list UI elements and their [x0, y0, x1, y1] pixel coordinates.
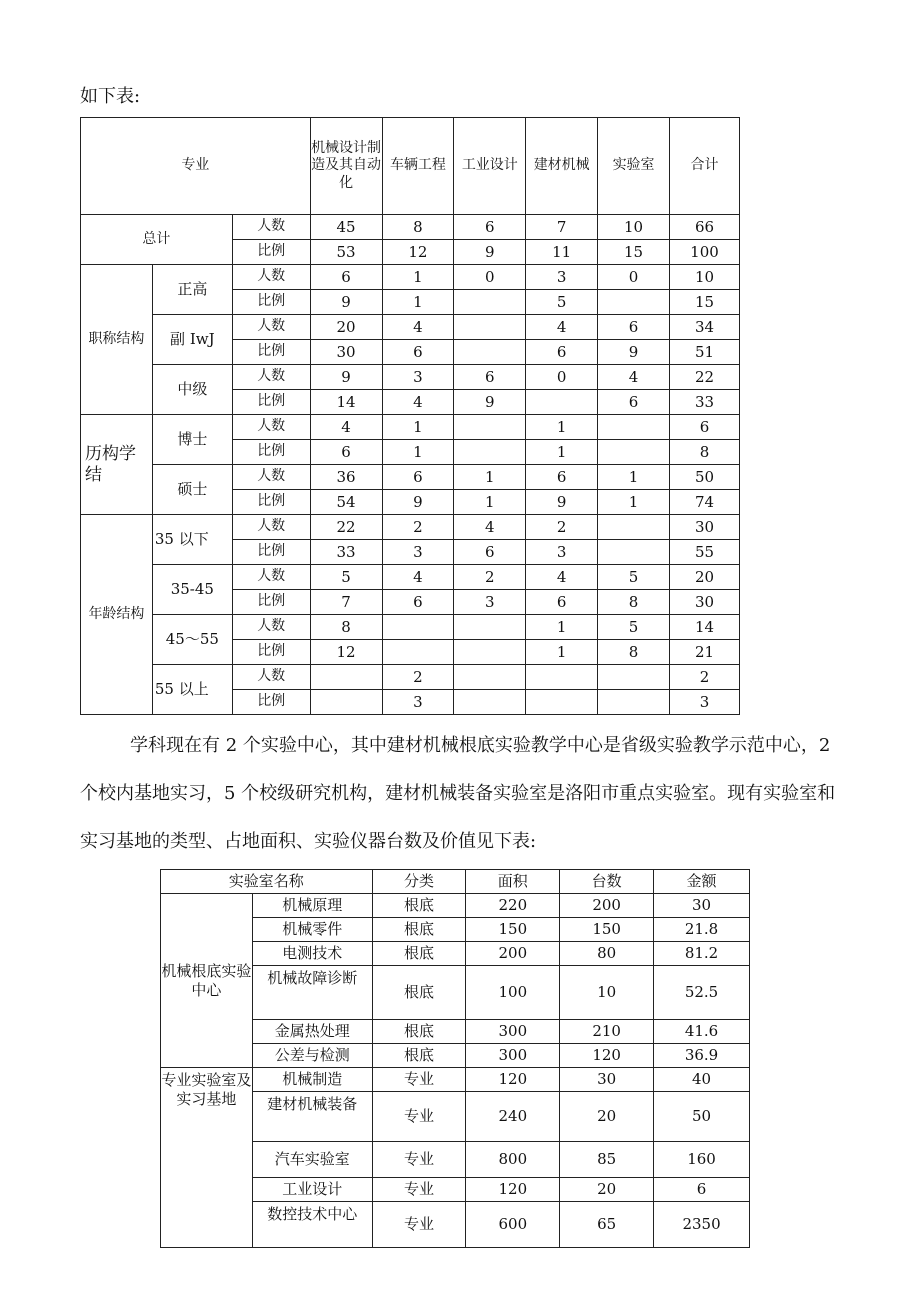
value-cell: 9: [526, 490, 598, 515]
cell-amount: 50: [654, 1092, 750, 1142]
faculty-structure-table: [80, 117, 740, 715]
value-cell: 6: [526, 590, 598, 615]
value-cell: [454, 615, 526, 640]
value-cell: 30: [310, 340, 382, 365]
value-cell: 9: [382, 490, 454, 515]
sub-label: 副 IwJ: [152, 315, 232, 365]
value-cell: 1: [382, 290, 454, 315]
value-cell: 4: [382, 315, 454, 340]
value-cell: 8: [598, 640, 670, 665]
cell-type: 根底: [372, 894, 466, 918]
cell-name: 工业设计: [252, 1178, 372, 1202]
cell-name: 公差与检测: [252, 1044, 372, 1068]
value-cell: 15: [670, 290, 740, 315]
cell-area: 220: [466, 894, 560, 918]
header-cell: 分类: [372, 870, 466, 894]
sub-label: 35-45: [152, 565, 232, 615]
cell-type: 根底: [372, 966, 466, 1020]
value-cell: 50: [670, 465, 740, 490]
value-cell: 22: [670, 365, 740, 390]
table-row: [81, 215, 740, 240]
cell-type: 根底: [372, 1044, 466, 1068]
value-cell: 9: [454, 240, 526, 265]
value-cell: 1: [598, 490, 670, 515]
value-cell: 33: [310, 540, 382, 565]
cell-area: 150: [466, 918, 560, 942]
cell-amount: 36.9: [654, 1044, 750, 1068]
value-cell: 22: [310, 515, 382, 540]
table-header-row: [81, 118, 740, 215]
cell-area: 300: [466, 1044, 560, 1068]
value-cell: 14: [670, 615, 740, 640]
value-cell: [598, 415, 670, 440]
sub-label: 硕士: [152, 465, 232, 515]
value-cell: 54: [310, 490, 382, 515]
value-cell: 1: [526, 640, 598, 665]
value-cell: 14: [310, 390, 382, 415]
value-cell: [454, 665, 526, 690]
sub-label: 55 以上: [152, 665, 232, 715]
header-col: 工业设计: [454, 118, 526, 215]
count-label: 人数: [232, 315, 310, 340]
value-cell: 3: [382, 365, 454, 390]
table-row: [81, 515, 740, 540]
value-cell: [310, 690, 382, 715]
count-label: 人数: [232, 515, 310, 540]
cell-count: 20: [560, 1178, 654, 1202]
count-label: 人数: [232, 615, 310, 640]
value-cell: 5: [526, 290, 598, 315]
lab-table: [160, 869, 750, 1248]
value-cell: 4: [382, 565, 454, 590]
table-row: [81, 315, 740, 340]
value-cell: 4: [310, 415, 382, 440]
cell-area: 300: [466, 1020, 560, 1044]
value-cell: 11: [526, 240, 598, 265]
cell-area: 120: [466, 1068, 560, 1092]
table-row: [81, 415, 740, 440]
count-label: 人数: [232, 265, 310, 290]
table-row: [161, 894, 750, 918]
cell-type: 专业: [372, 1068, 466, 1092]
cell-count: 85: [560, 1142, 654, 1178]
value-cell: [526, 390, 598, 415]
value-cell: 0: [526, 365, 598, 390]
value-cell: 1: [598, 465, 670, 490]
count-label: 人数: [232, 665, 310, 690]
value-cell: [454, 415, 526, 440]
value-cell: 30: [670, 515, 740, 540]
ratio-label: 比例: [232, 640, 310, 665]
value-cell: 33: [670, 390, 740, 415]
sub-label: 35 以下: [152, 515, 232, 565]
value-cell: 12: [382, 240, 454, 265]
cell-area: 240: [466, 1092, 560, 1142]
value-cell: [382, 640, 454, 665]
value-cell: 55: [670, 540, 740, 565]
cell-amount: 2350: [654, 1202, 750, 1248]
cell-count: 150: [560, 918, 654, 942]
header-cell: 台数: [560, 870, 654, 894]
table-row: [81, 565, 740, 590]
value-cell: 1: [526, 615, 598, 640]
cell-name: 建材机械装备: [252, 1092, 372, 1142]
header-col: 合计: [670, 118, 740, 215]
count-label: 人数: [232, 565, 310, 590]
cell-name: 机械原理: [252, 894, 372, 918]
value-cell: 66: [670, 215, 740, 240]
value-cell: [598, 540, 670, 565]
value-cell: [598, 290, 670, 315]
value-cell: 5: [598, 615, 670, 640]
cell-count: 120: [560, 1044, 654, 1068]
sub-label: 正高: [152, 265, 232, 315]
value-cell: 4: [382, 390, 454, 415]
value-cell: 4: [526, 565, 598, 590]
cell-amount: 81.2: [654, 942, 750, 966]
group-cell-empty: [161, 1142, 253, 1248]
value-cell: 74: [670, 490, 740, 515]
table-row: [81, 465, 740, 490]
cell-name: 数控技术中心: [252, 1202, 372, 1248]
value-cell: 21: [670, 640, 740, 665]
count-label: 人数: [232, 365, 310, 390]
value-cell: 7: [310, 590, 382, 615]
value-cell: 5: [598, 565, 670, 590]
group-label: 专业实验室及实习基地: [161, 1068, 253, 1142]
value-cell: 2: [382, 665, 454, 690]
value-cell: 15: [598, 240, 670, 265]
value-cell: 1: [454, 490, 526, 515]
value-cell: 2: [670, 665, 740, 690]
value-cell: 9: [310, 290, 382, 315]
cell-count: 210: [560, 1020, 654, 1044]
cell-count: 10: [560, 966, 654, 1020]
value-cell: 6: [526, 465, 598, 490]
value-cell: 6: [310, 265, 382, 290]
cell-amount: 6: [654, 1178, 750, 1202]
value-cell: 6: [310, 440, 382, 465]
cell-name: 电测技术: [252, 942, 372, 966]
value-cell: 6: [598, 315, 670, 340]
value-cell: 3: [526, 540, 598, 565]
value-cell: 5: [310, 565, 382, 590]
value-cell: [598, 515, 670, 540]
value-cell: 6: [454, 215, 526, 240]
cell-type: 根底: [372, 1020, 466, 1044]
value-cell: 6: [454, 540, 526, 565]
value-cell: 6: [526, 340, 598, 365]
value-cell: 4: [454, 515, 526, 540]
value-cell: 20: [310, 315, 382, 340]
value-cell: 53: [310, 240, 382, 265]
value-cell: [454, 315, 526, 340]
cell-type: 专业: [372, 1142, 466, 1178]
value-cell: [454, 640, 526, 665]
cell-count: 200: [560, 894, 654, 918]
value-cell: 45: [310, 215, 382, 240]
value-cell: [382, 615, 454, 640]
value-cell: 8: [670, 440, 740, 465]
group-age: 年龄结构: [81, 515, 153, 715]
count-label: 人数: [232, 415, 310, 440]
cell-amount: 52.5: [654, 966, 750, 1020]
value-cell: 0: [598, 265, 670, 290]
value-cell: 34: [670, 315, 740, 340]
value-cell: [526, 665, 598, 690]
value-cell: 51: [670, 340, 740, 365]
value-cell: 1: [382, 265, 454, 290]
value-cell: 7: [526, 215, 598, 240]
header-col: 车辆工程: [382, 118, 454, 215]
value-cell: 9: [310, 365, 382, 390]
cell-area: 600: [466, 1202, 560, 1248]
cell-count: 20: [560, 1092, 654, 1142]
lab-paragraph: 学科现在有 2 个实验中心，其中建材机械根底实验教学中心是省级实验教学示范中心，2 个校内基地实习，5 个校级研究机构，建材机械装备实验室是洛阳市重点实验室。现有实验室和实习基地的类型、占地面积、实验仪器台数及价值见下表:: [80, 735, 836, 852]
value-cell: [454, 440, 526, 465]
value-cell: 8: [382, 215, 454, 240]
cell-type: 专业: [372, 1092, 466, 1142]
cell-type: 专业: [372, 1178, 466, 1202]
header-cell: 面积: [466, 870, 560, 894]
value-cell: 6: [382, 465, 454, 490]
value-cell: 10: [670, 265, 740, 290]
value-cell: 1: [454, 465, 526, 490]
cell-count: 30: [560, 1068, 654, 1092]
cell-area: 100: [466, 966, 560, 1020]
table-header-row: [161, 870, 750, 894]
value-cell: 4: [598, 365, 670, 390]
table-row: [81, 265, 740, 290]
ratio-label: 比例: [232, 290, 310, 315]
cell-count: 80: [560, 942, 654, 966]
value-cell: [454, 690, 526, 715]
value-cell: 1: [382, 440, 454, 465]
cell-type: 根底: [372, 918, 466, 942]
value-cell: 8: [598, 590, 670, 615]
value-cell: 3: [382, 540, 454, 565]
value-cell: 6: [670, 415, 740, 440]
header-cell: 实验室名称: [161, 870, 373, 894]
count-label: 人数: [232, 465, 310, 490]
header-col: 建材机械: [526, 118, 598, 215]
ratio-label: 比例: [232, 490, 310, 515]
cell-area: 800: [466, 1142, 560, 1178]
cell-amount: 40: [654, 1068, 750, 1092]
cell-name: 机械零件: [252, 918, 372, 942]
cell-amount: 160: [654, 1142, 750, 1178]
value-cell: 6: [382, 340, 454, 365]
value-cell: 2: [382, 515, 454, 540]
value-cell: 1: [382, 415, 454, 440]
value-cell: 12: [310, 640, 382, 665]
group-total: 总计: [81, 215, 233, 265]
value-cell: 100: [670, 240, 740, 265]
value-cell: 2: [454, 565, 526, 590]
value-cell: 3: [526, 265, 598, 290]
cell-name: 机械制造: [252, 1068, 372, 1092]
cell-amount: 21.8: [654, 918, 750, 942]
value-cell: [310, 665, 382, 690]
cell-amount: 41.6: [654, 1020, 750, 1044]
value-cell: 3: [670, 690, 740, 715]
table-row: [81, 665, 740, 690]
value-cell: 1: [526, 440, 598, 465]
sub-label: 45～55: [152, 615, 232, 665]
value-cell: [598, 690, 670, 715]
value-cell: 6: [382, 590, 454, 615]
value-cell: 1: [526, 415, 598, 440]
ratio-label: 比例: [232, 240, 310, 265]
value-cell: 30: [670, 590, 740, 615]
group-title: 职称结构: [81, 265, 153, 415]
group-label: 机械根底实验中心: [161, 894, 253, 1068]
ratio-label: 比例: [232, 340, 310, 365]
value-cell: 6: [454, 365, 526, 390]
ratio-label: 比例: [232, 440, 310, 465]
cell-area: 200: [466, 942, 560, 966]
cell-name: 金属热处理: [252, 1020, 372, 1044]
value-cell: [526, 690, 598, 715]
value-cell: 3: [454, 590, 526, 615]
value-cell: 0: [454, 265, 526, 290]
count-label: 人数: [232, 215, 310, 240]
ratio-label: 比例: [232, 590, 310, 615]
value-cell: [598, 440, 670, 465]
value-cell: 4: [526, 315, 598, 340]
header-col: 机械设计制造及其自动化: [310, 118, 382, 215]
table-row: [161, 1068, 750, 1092]
table-row: [81, 365, 740, 390]
header-col: 实验室: [598, 118, 670, 215]
header-major: 专业: [81, 118, 311, 215]
intro-text: 如下表:: [80, 86, 141, 107]
value-cell: [454, 290, 526, 315]
sub-label: 中级: [152, 365, 232, 415]
table-row: [161, 1142, 750, 1178]
cell-count: 65: [560, 1202, 654, 1248]
header-cell: 金额: [654, 870, 750, 894]
value-cell: 36: [310, 465, 382, 490]
value-cell: 3: [382, 690, 454, 715]
value-cell: 9: [598, 340, 670, 365]
value-cell: 20: [670, 565, 740, 590]
cell-name: 汽车实验室: [252, 1142, 372, 1178]
value-cell: [454, 340, 526, 365]
value-cell: 10: [598, 215, 670, 240]
cell-amount: 30: [654, 894, 750, 918]
value-cell: 6: [598, 390, 670, 415]
ratio-label: 比例: [232, 540, 310, 565]
sub-label: 博士: [152, 415, 232, 465]
cell-area: 120: [466, 1178, 560, 1202]
group-edu: 历构学结: [81, 415, 153, 515]
value-cell: 2: [526, 515, 598, 540]
ratio-label: 比例: [232, 390, 310, 415]
value-cell: [598, 665, 670, 690]
cell-type: 专业: [372, 1202, 466, 1248]
value-cell: 8: [310, 615, 382, 640]
cell-name: 机械故障诊断: [252, 966, 372, 1020]
value-cell: 9: [454, 390, 526, 415]
ratio-label: 比例: [232, 690, 310, 715]
table-row: [81, 615, 740, 640]
cell-type: 根底: [372, 942, 466, 966]
